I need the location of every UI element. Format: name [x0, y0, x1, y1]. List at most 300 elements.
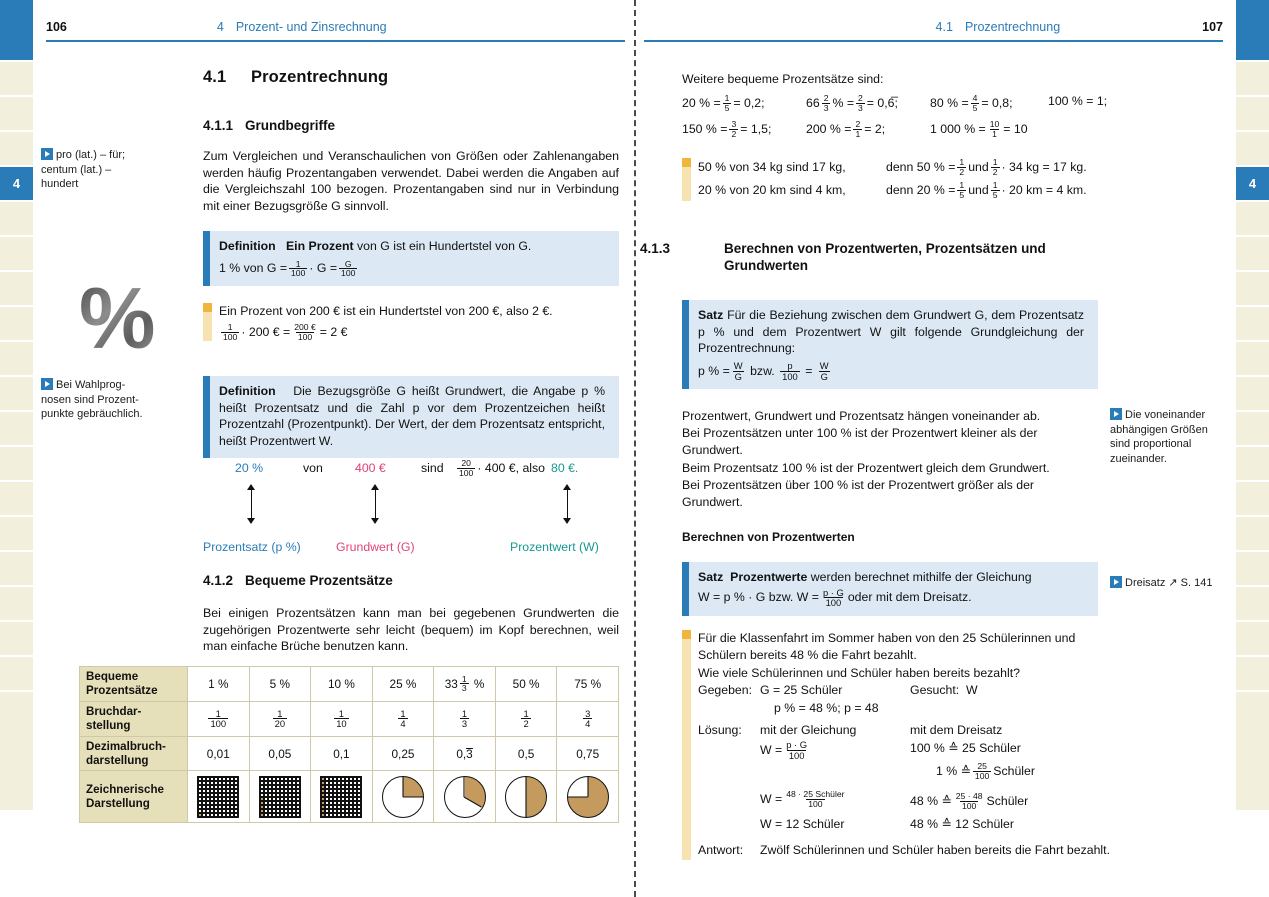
- dependency-line-3: Beim Prozentsatz 100 % ist der Prozentwert gleich dem Grundwert.: [682, 460, 1050, 475]
- definition-2-body: Die Bezugsgröße G heißt Grundwert, die Angabe p % heißt Prozentsatz und die Zahl p vor dem Prozentzeichen heißt Prozentzahl (Prozentpunkt). Der Wert, der dem Prozentsatz entspricht, heißt Prozentwert W.: [219, 384, 605, 449]
- page-number-left: 106: [46, 20, 67, 34]
- table-cell-fraction: [557, 701, 619, 736]
- right-step-3: [910, 792, 1028, 810]
- rate-ex2-frac1: $\frac{1}{5}$: [959, 180, 965, 201]
- definition-1-rest: von G ist ein Hundertstel von G.: [357, 239, 532, 253]
- rate-66: [806, 94, 898, 112]
- rate-ex1-mid: denn 50 % =: [886, 160, 956, 174]
- loesung-label: Lösung:: [698, 723, 742, 738]
- example-rate-line-1: [698, 158, 1162, 178]
- rate-1000-pct: 1 000 %: [930, 122, 976, 137]
- loesung-columns: [698, 740, 1122, 842]
- definition-1-label: Definition: [219, 239, 276, 253]
- margin-note-3-line1: Die voneinander: [1125, 409, 1206, 421]
- margin-note-3-line3: sind proportional: [1110, 438, 1192, 451]
- fraction: $\frac{1}{2}$: [523, 707, 529, 730]
- left-page: [33, 0, 633, 897]
- dependency-line-4: Bei Prozentsätzen über 100 % ist der Prozentwert größer als der Grundwert.: [682, 477, 1034, 510]
- example-1-line1: Ein Prozent von 200 € ist ein Hundertstel von 200 €, also 2 €.: [219, 304, 553, 318]
- edge-tab-7: [0, 272, 33, 307]
- pie-chart-icon: [505, 776, 547, 818]
- edge-tab-11: [0, 412, 33, 447]
- triangle-right-icon: [1110, 576, 1122, 588]
- section-heading: [203, 68, 388, 87]
- diagram-label-grundwert: Grundwert (G): [336, 540, 415, 554]
- fraction: $\frac{1}{20}$: [274, 707, 286, 730]
- bequeme-prozentsaetze-table: [79, 666, 619, 823]
- definition-1-formula: [219, 260, 605, 278]
- diagram-von: von: [303, 461, 323, 475]
- margin-note-4-text[interactable]: Dreisatz ↗ S. 141: [1125, 577, 1213, 589]
- table-cell-decimal: 0,75: [557, 736, 619, 771]
- table-cell-graphic: [188, 771, 250, 823]
- left-step-1: [760, 740, 811, 760]
- table-row-percents: [80, 667, 619, 702]
- table-cell-decimal: 0,05: [249, 736, 311, 771]
- edge-tab-r-9: [1236, 342, 1269, 377]
- triangle-right-icon: [41, 148, 53, 160]
- ex1-frac-2: $\frac{200 €}{100}$: [294, 322, 316, 342]
- edge-tab-r-top: [1236, 0, 1269, 62]
- gesucht-label: Gesucht:: [910, 683, 960, 698]
- margin-note-2-line2: nosen sind Prozent-: [41, 393, 139, 406]
- more-rates-intro: Weitere bequeme Prozentsätze sind:: [682, 72, 884, 86]
- rate-1000: [930, 120, 1028, 138]
- chapter-title-left: Prozent- und Zinsrechnung: [235, 20, 387, 34]
- rate-ex1-pre: 50 % von 34 kg sind 17 kg,: [698, 160, 846, 174]
- paragraph-bequeme: Bei einigen Prozentsätzen kann man bei gegebenen Grundwerten die zugehörigen Prozentwerte sehr leicht (bequem) im Kopf berechnen, weil man einfache Brüche benutzen kann.: [203, 606, 619, 653]
- margin-note-1-line3: hundert: [41, 178, 79, 191]
- margin-note-proportional: [1110, 408, 1228, 466]
- diagram-label-prozentwert: Prozentwert (W): [510, 540, 599, 554]
- gegeben-row: [698, 682, 1122, 700]
- rate-150-frac: $\frac{3}{2}$: [731, 119, 737, 139]
- gegeben-row-2: [698, 700, 1122, 718]
- edge-tab-r-10: [1236, 377, 1269, 412]
- def1-frac-1: $\frac{1}{100}$: [291, 258, 306, 279]
- table-cell-percent: 50 %: [495, 667, 557, 702]
- table-cell-graphic: [372, 771, 434, 823]
- edge-tab-16: [0, 587, 33, 622]
- satz2-bzw: bzw.: [768, 590, 794, 605]
- table-cell-fraction: [188, 701, 250, 736]
- rate-150-pct: 150 %: [682, 122, 717, 137]
- rate-1000-frac: $\frac{10}{1}$: [989, 119, 1000, 139]
- rate-66-unit: %: [832, 96, 844, 111]
- satz-2-line-1: [698, 569, 1084, 586]
- row-header-graphics-l2: Darstellung: [86, 796, 150, 810]
- rate-20-frac: $\frac{1}{5}$: [724, 93, 730, 113]
- col-right-head: mit dem Dreisatz: [910, 723, 1003, 738]
- subsection-title-412: Bequeme Prozentsätze: [245, 573, 393, 588]
- percent-terms-diagram: [203, 457, 619, 554]
- hundred-grid-icon: [259, 776, 301, 818]
- row-header-decimals: [80, 736, 188, 771]
- right-step-3-tail: Schüler: [986, 793, 1029, 808]
- table-cell-fraction: [434, 701, 496, 736]
- edge-tab-5: [0, 202, 33, 237]
- edge-tab-18: [0, 657, 33, 692]
- satz-1-text: [698, 307, 1084, 357]
- satz-box-1: [682, 300, 1098, 389]
- left-step-2-frac: $\frac{\text{48 · 25 Schüler}}{100}$: [786, 789, 845, 809]
- rate-ex2-tail: · 20 km = 4 km.: [1001, 183, 1087, 197]
- rate-200-pct: 200 %: [806, 122, 841, 137]
- table-cell-fraction: [311, 701, 373, 736]
- table-cell-percent: 25 %: [372, 667, 434, 702]
- right-page: [636, 0, 1236, 897]
- more-rates-block: [682, 72, 1162, 140]
- left-step-3: W = 12 Schüler: [760, 817, 845, 832]
- subsection-number-411: 4.1.1: [203, 118, 234, 133]
- section-title-right: Prozentrechnung: [964, 20, 1061, 34]
- fraction: $\frac{1}{10}$: [336, 707, 347, 730]
- rate-200: [806, 120, 885, 138]
- hundred-grid-icon: [197, 776, 239, 818]
- rate-20-res: = 0,2;: [733, 96, 765, 111]
- rate-ex1-math: [886, 158, 1087, 177]
- ex1-frac-1: $\frac{1}{100}$: [223, 322, 238, 342]
- edge-tab-chapter-4[interactable]: 4: [0, 167, 33, 202]
- left-step-1-lhs: W =: [760, 742, 783, 757]
- rate-20-eq: =: [713, 96, 721, 111]
- satz-2-label: Satz: [698, 570, 724, 584]
- definition-box-1: [203, 231, 619, 286]
- rate-ex2-mid: denn 20 % =: [886, 183, 956, 197]
- table-row-fractions: [80, 701, 619, 736]
- example-block-rates: [682, 158, 1162, 201]
- rate-80-pct: 80 %: [930, 96, 959, 111]
- rate-ex1-frac2: $\frac{1}{2}$: [992, 157, 998, 178]
- row-header-graphics: [80, 771, 188, 823]
- edge-tab-r-16: [1236, 587, 1269, 622]
- problem-line-2: Schülern bereits 48 % die Fahrt bezahlt.: [698, 648, 917, 663]
- rate-66-res: = 0,6̅;: [866, 96, 898, 111]
- problem-line-1: Für die Klassenfahrt im Sommer haben von den 25 Schülerinnen und: [698, 631, 1076, 645]
- diagram-base-value: 400 €: [355, 461, 386, 475]
- left-edge-tabs: [0, 0, 33, 897]
- table-cell-percent: 33 $\frac{1}{3}$ %: [434, 667, 496, 702]
- satz1-bzw: bzw.: [750, 363, 775, 378]
- edge-tab-r-11: [1236, 412, 1269, 447]
- definition-1-bold: Ein Prozent: [285, 239, 354, 253]
- section-title: Prozentrechnung: [251, 68, 389, 86]
- edge-tab-r-5: [1236, 202, 1269, 237]
- edge-tab-17: [0, 622, 33, 657]
- rate-150: [682, 120, 771, 138]
- edge-tab-r-19: [1236, 692, 1269, 812]
- satz-2-body: werden berechnet mithilfe der Gleichung: [810, 570, 1032, 584]
- edge-tab-r-13: [1236, 482, 1269, 517]
- rate-200-frac: $\frac{2}{1}$: [855, 119, 861, 139]
- table-cell-decimal: 0,1: [311, 736, 373, 771]
- table-cell-percent: 10 %: [311, 667, 373, 702]
- edge-tab-r-chapter-4[interactable]: 4: [1236, 167, 1269, 202]
- definition-box-2: [203, 376, 619, 458]
- rate-ex2-math: [886, 181, 1087, 200]
- row-header-decimals-l2: darstellung: [86, 753, 149, 767]
- margin-note-3-line4: zueinander.: [1110, 452, 1167, 465]
- edge-tab-r-15: [1236, 552, 1269, 587]
- rate-1000-eq: =: [978, 122, 986, 137]
- edge-tab-r-7: [1236, 272, 1269, 307]
- rate-66-frac: $\frac{2}{3}$: [858, 93, 863, 113]
- loesung-head-row: [698, 722, 1122, 740]
- table-cell-percent: 75 %: [557, 667, 619, 702]
- rate-80: [930, 94, 1013, 112]
- table-cell-decimal: 0,01: [188, 736, 250, 771]
- margin-note-pro-centum: [41, 148, 169, 192]
- table-cell-graphic: [434, 771, 496, 823]
- edge-tab-r-12: [1236, 447, 1269, 482]
- margin-note-dreisatz[interactable]: [1110, 576, 1228, 591]
- edge-tab-15: [0, 552, 33, 587]
- col-left-head: mit der Gleichung: [760, 723, 857, 738]
- table-cell-fraction: [495, 701, 557, 736]
- satz-1-body: Für die Beziehung zwischen dem Grundwert G, dem Prozentsatz p % und dem Prozentwert W gilt folgende Grundgleichung der Prozentrechnung:: [698, 308, 1084, 356]
- page-number-right: 107: [1202, 20, 1223, 34]
- rate-66-mixfrac: $\frac{2}{3}$: [823, 93, 829, 113]
- dependency-line-2: Bei Prozentsätzen unter 100 % ist der Prozentwert kleiner als der Grundwert.: [682, 426, 1038, 458]
- right-step-2: [936, 762, 1035, 780]
- table-cell-decimal: 0,5: [495, 736, 557, 771]
- def1-mid: · G =: [309, 261, 338, 276]
- edge-tab-14: [0, 517, 33, 552]
- table-row-decimals: [80, 736, 619, 771]
- table-cell-graphic: [249, 771, 311, 823]
- rate-80-eq: =: [961, 96, 969, 111]
- fraction: $\frac{3}{4}$: [585, 707, 591, 730]
- table-row-graphics: [80, 771, 619, 823]
- table-cell-decimal: 0,25: [372, 736, 434, 771]
- right-edge-tabs: [1236, 0, 1269, 897]
- fraction: $\frac{1}{3}$: [461, 673, 467, 694]
- margin-note-1-line1: pro (lat.) – für;: [56, 149, 126, 161]
- gesucht-value: W: [966, 683, 978, 698]
- table-cell-fraction: [372, 701, 434, 736]
- rate-150-res: = 1,5;: [740, 122, 772, 137]
- worked-example-block: [682, 630, 1122, 860]
- rate-150-eq: =: [720, 122, 728, 137]
- section-number-right: 4.1: [935, 20, 953, 34]
- right-step-3-frac: $\frac{25 \cdot 48}{100}$: [955, 791, 983, 811]
- table-cell-percent: 1 %: [188, 667, 250, 702]
- edge-tab-3: [0, 132, 33, 167]
- rate-80-frac: $\frac{4}{5}$: [972, 93, 978, 113]
- diagram-calc-text: · 400 €, also: [477, 461, 546, 475]
- row-header-fractions-l1: Bruchdar-: [86, 704, 142, 718]
- section-number: 4.1: [203, 68, 227, 86]
- antwort-label: Antwort:: [698, 843, 744, 858]
- rate-200-eq: =: [844, 122, 852, 137]
- margin-note-wahlprognosen: [41, 378, 169, 422]
- right-step-3-lhs: 48 % ≙: [910, 793, 952, 808]
- def1-formula-prefix: 1 % von G =: [219, 261, 288, 276]
- row-header-decimals-l1: Dezimalbruch-: [86, 739, 166, 753]
- diagram-frac: $\frac{20}{100}$: [459, 457, 474, 478]
- definition-2-label: Definition: [219, 384, 276, 398]
- dependency-text-block: [682, 408, 1094, 511]
- edge-tab-top: [0, 0, 33, 62]
- arrow-base: [371, 484, 380, 524]
- header-rule-left: [46, 40, 625, 42]
- rate-20: [682, 94, 765, 112]
- edge-tab-9: [0, 342, 33, 377]
- ex1-tail: = 2 €: [319, 324, 348, 339]
- ex1-mid: · 200 € =: [241, 324, 291, 339]
- subsection-heading-411: [203, 118, 335, 133]
- edge-tab-12: [0, 447, 33, 482]
- diagram-percent-value: 20 %: [235, 461, 264, 475]
- rate-ex2-und: und: [968, 183, 989, 197]
- right-step-2-lhs: 1 % ≙: [936, 763, 971, 778]
- edge-tab-r-3: [1236, 132, 1269, 167]
- rate-ex1-und: und: [968, 160, 989, 174]
- intro-paragraph: Zum Vergleichen und Veranschaulichen von Größen oder Zahlenangaben werden häufig Prozentangaben verwendet. Dabei werden die Angaben auf die Vergleichszahl 100 bezogen. Prozentangaben sind nur in Verbindung mit einer Bezugsgröße G sinnvoll.: [203, 149, 619, 213]
- gegeben-value-2: p % = 48 %; p = 48: [774, 701, 879, 716]
- satz1-frac2: $\frac{p}{100}$: [782, 360, 798, 382]
- fraction: $\frac{1}{4}$: [400, 707, 406, 730]
- satz2-form-a: W = p % · G: [698, 590, 766, 605]
- edge-tab-r-18: [1236, 657, 1269, 692]
- diagram-result-value: 80 €.: [551, 461, 579, 475]
- pie-chart-icon: [567, 776, 609, 818]
- percent-table-wrapper: [79, 666, 619, 823]
- problem-line-3: Wie viele Schülerinnen und Schüler haben bereits bezahlt?: [698, 665, 1020, 680]
- edge-tab-6: [0, 237, 33, 272]
- left-step-2-lhs: W =: [760, 791, 783, 806]
- gegeben-label: Gegeben:: [698, 683, 753, 698]
- rate-ex1-frac1: $\frac{1}{2}$: [959, 157, 965, 178]
- right-step-1: 100 % ≙ 25 Schüler: [910, 741, 1021, 756]
- percent-symbol-watermark: %: [79, 271, 156, 367]
- subsection-title-411: Grundbegriffe: [245, 118, 335, 133]
- fraction: $\frac{1}{100}$: [210, 707, 227, 730]
- more-rates-row-1: [682, 94, 1162, 114]
- diagram-sind: sind: [421, 461, 444, 475]
- satz-box-2: [682, 562, 1098, 616]
- arrow-percent: [247, 484, 256, 524]
- row-header-fractions-l2: stellung: [86, 718, 131, 732]
- rate-1000-res: = 10: [1003, 122, 1028, 137]
- antwort-row: [698, 842, 1122, 859]
- satz1-lhs: p % =: [698, 363, 730, 378]
- table-cell-percent: 5 %: [249, 667, 311, 702]
- satz-2-boldword: Prozentwerte: [730, 570, 808, 584]
- chapter-number-left: 4: [216, 20, 224, 34]
- rate-200-res: = 2;: [864, 122, 886, 137]
- satz2-frac: $\frac{p \cdot G}{100}$: [822, 586, 844, 609]
- rate-80-res: = 0,8;: [981, 96, 1013, 111]
- table-cell-graphic: [311, 771, 373, 823]
- satz2-tail: oder mit dem Dreisatz.: [847, 590, 972, 605]
- edge-tab-r-2: [1236, 97, 1269, 132]
- triangle-right-icon: [1110, 408, 1122, 420]
- rate-66-eq: =: [846, 96, 855, 111]
- right-step-4: 48 % ≙ 12 Schüler: [910, 817, 1014, 832]
- edge-tab-r-8: [1236, 307, 1269, 342]
- left-step-1-frac: $\frac{p \cdot G}{100}$: [786, 739, 808, 761]
- edge-tab-r-17: [1236, 622, 1269, 657]
- antwort-text: Zwölf Schülerinnen und Schüler haben bereits die Fahrt bezahlt.: [760, 843, 1110, 858]
- margin-note-2-line3: punkte gebräuchlich.: [41, 408, 143, 421]
- edge-tab-10: [0, 377, 33, 412]
- edge-tab-r-1: [1236, 62, 1269, 97]
- subsection-heading-412: [203, 573, 393, 588]
- definition-1-line1: [219, 238, 605, 255]
- diagram-label-prozentsatz: Prozentsatz (p %): [203, 540, 301, 554]
- row-header-percents: [80, 667, 188, 702]
- edge-tab-2: [0, 97, 33, 132]
- subsection-title-413: Berechnen von Prozentwerten, Prozentsätzen und Grundwerten: [724, 241, 1046, 274]
- header-rule-right: [644, 40, 1223, 42]
- example-rate-line-2: [698, 181, 1162, 201]
- right-step-2-tail: Schüler: [993, 763, 1035, 778]
- row-header-percents-l2: Prozentsätze: [86, 683, 158, 697]
- row-header-fractions: [80, 701, 188, 736]
- table-cell-graphic: [557, 771, 619, 823]
- satz1-frac1: $\frac{W}{G}$: [733, 360, 743, 382]
- fraction: $\frac{1}{3}$: [461, 707, 468, 730]
- subsection-heading-413: [640, 240, 1102, 275]
- triangle-right-icon: [41, 378, 53, 390]
- pie-chart-icon: [382, 776, 424, 818]
- rate-66-whole: 66: [806, 96, 820, 111]
- example-block-1: [203, 303, 619, 341]
- pie-chart-icon: [444, 776, 486, 818]
- satz1-eq: =: [805, 363, 813, 378]
- dependency-line-1: Prozentwert, Grundwert und Prozentsatz hängen voneinander ab.: [682, 409, 1041, 423]
- edge-tab-1: [0, 62, 33, 97]
- edge-tab-19: [0, 692, 33, 812]
- example-1-formula: [219, 323, 619, 341]
- edge-tab-r-6: [1236, 237, 1269, 272]
- margin-note-1-line2: centum (lat.) –: [41, 163, 112, 176]
- satz1-frac3: $\frac{W}{G}$: [819, 360, 829, 382]
- left-step-2: [760, 790, 849, 808]
- diagram-calc: [455, 459, 545, 477]
- satz2-form-b: W =: [796, 590, 819, 605]
- hundred-grid-icon: [320, 776, 362, 818]
- gegeben-value-1: G = 25 Schüler: [760, 683, 843, 698]
- edge-tab-r-14: [1236, 517, 1269, 552]
- row-header-graphics-l1: Zeichnerische: [86, 783, 164, 797]
- satz-1-formula: [698, 361, 1084, 381]
- row-header-percents-l1: Bequeme: [86, 670, 139, 683]
- more-rates-row-2: [682, 120, 1162, 140]
- table-cell-decimal: 0,3: [434, 736, 496, 771]
- rate-ex1-tail: · 34 kg = 17 kg.: [1001, 160, 1087, 174]
- right-step-2-frac: $\frac{25}{100}$: [974, 761, 990, 781]
- table-cell-graphic: [495, 771, 557, 823]
- rate-ex2-pre: 20 % von 20 km sind 4 km,: [698, 183, 846, 197]
- satz-2-formula: [698, 588, 1084, 608]
- rate-20-pct: 20 %: [682, 96, 711, 111]
- subsection-number-412: 4.1.2: [203, 573, 234, 588]
- edge-tab-8: [0, 307, 33, 342]
- edge-tab-13: [0, 482, 33, 517]
- minihead-berechnen: Berechnen von Prozentwerten: [682, 530, 855, 544]
- table-cell-fraction: [249, 701, 311, 736]
- satz-1-label: Satz: [698, 308, 724, 322]
- arrow-result: [563, 484, 572, 524]
- margin-note-2-line1: Bei Wahlprog-: [56, 379, 126, 391]
- subsection-number-413: 4.1.3: [640, 241, 671, 256]
- def1-frac-2: $\frac{G}{100}$: [341, 258, 356, 279]
- rate-100: 100 % = 1;: [1048, 94, 1108, 108]
- margin-note-3-line2: abhängigen Größen: [1110, 423, 1208, 436]
- definition-2-text: [219, 383, 605, 450]
